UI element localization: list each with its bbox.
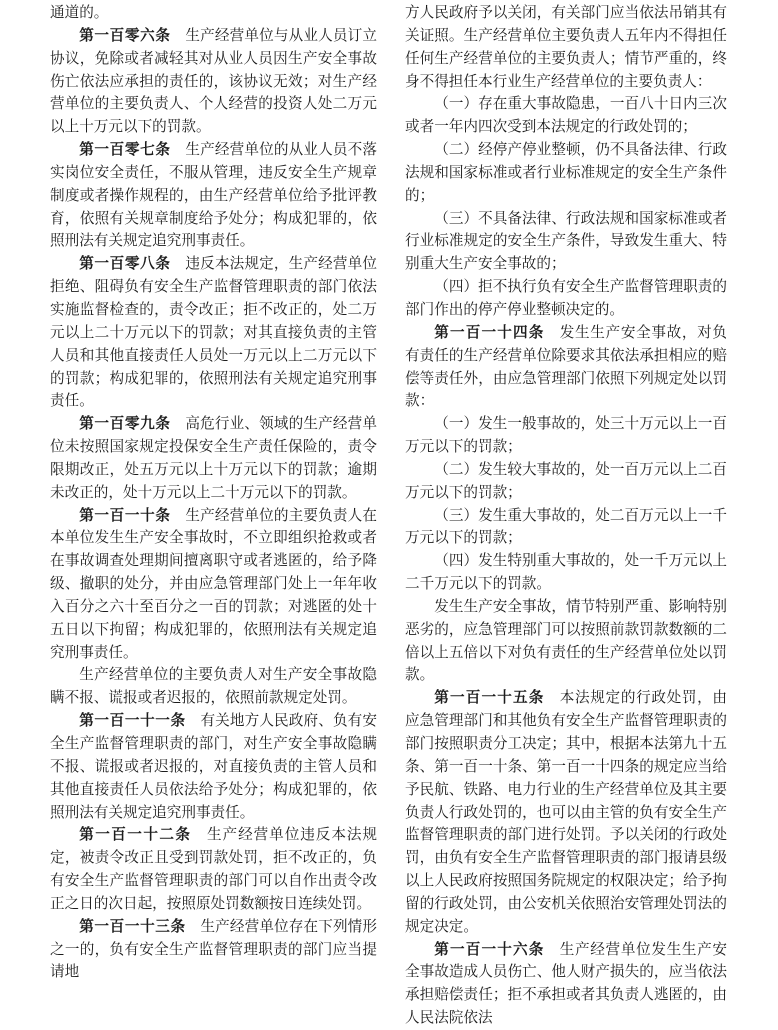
paragraph-text: （三）不具备法律、行政法规和国家标准或者行业标准规定的安全生产条件，导致发生重大、特别重大生产安全事故的； bbox=[405, 209, 727, 273]
paragraph-text: 高危行业、领域的生产经营单位未按照国家规定投保安全生产责任保险的，责令限期改正，处五万元以上十万元以下的罚款；逾期未改正的，处十万元以上二十万元以下的罚款。 bbox=[50, 415, 377, 501]
left-column bbox=[50, 2, 377, 984]
paragraph bbox=[50, 505, 377, 665]
paragraph-text: 有关地方人民政府、负有安全生产监督管理职责的部门，对生产安全事故隐瞒不报、谎报或者迟报的，对直接负责的主管人员和其他直接责任人员依法给予处分；构成犯罪的，依照刑法有关规定追究刑事责任。 bbox=[50, 712, 377, 821]
article-number: 第一百一十五条 bbox=[434, 689, 545, 707]
paragraph bbox=[405, 93, 727, 139]
paragraph-text: （三）发生重大事故的，处二百万元以上一千万元以下的罚款； bbox=[405, 506, 727, 547]
paragraph bbox=[405, 2, 727, 93]
paragraph bbox=[50, 25, 377, 139]
article-number: 第一百零八条 bbox=[79, 255, 171, 273]
paragraph bbox=[405, 276, 727, 322]
paragraph-text: （二）经停产停业整顿，仍不具备法律、行政法规和国家标准或者行业标准规定的安全生产条件的； bbox=[405, 141, 727, 204]
article-number: 第一百一十六条 bbox=[434, 940, 545, 958]
paragraph bbox=[50, 253, 377, 413]
paragraph bbox=[50, 824, 377, 915]
paragraph bbox=[405, 459, 727, 505]
paragraph bbox=[405, 939, 727, 1030]
paragraph bbox=[50, 413, 377, 504]
paragraph bbox=[405, 413, 727, 459]
article-number: 第一百一十二条 bbox=[79, 826, 192, 844]
paragraph-text: 发生生产安全事故，对负有责任的生产经营单位除要求其依法承担相应的赔偿等责任外，由应急管理部门依照下列规定处以罚款： bbox=[405, 323, 727, 410]
paragraph-text: 生产经营单位存在下列情形之一的，负有安全生产监督管理职责的部门应当提请地 bbox=[50, 917, 377, 981]
right-column bbox=[405, 2, 727, 1030]
paragraph bbox=[50, 710, 377, 824]
paragraph-text: （一）存在重大事故隐患，一百八十日内三次或者一年内四次受到本法规定的行政处罚的； bbox=[405, 95, 727, 136]
paragraph bbox=[405, 596, 727, 687]
paragraph-text: 方人民政府予以关闭，有关部门应当依法吊销其有关证照。生产经营单位主要负责人五年内不得担任任何生产经营单位的主要负责人；情节严重的，终身不得担任本行业生产经营单位的主要负责人： bbox=[405, 4, 727, 90]
article-number: 第一百一十三条 bbox=[79, 917, 186, 935]
article-number: 第一百一十一条 bbox=[79, 712, 186, 730]
paragraph-text: 本法规定的行政处罚，由应急管理部门和其他负有安全生产监督管理职责的部门按照职责分工决定；其中，根据本法第九十五条、第一百一十条、第一百一十四条的规定应当给予民航、铁路、电力行业的生产经营单位及其主要负责人行政处罚的，也可以由主管的负有安全生产监督管理职责的部门进行处罚。予以关闭的行政处罚，由负有安全生产监督管理职责的部门报请县级以上人民政府按照国务院规定的权限决定；给予拘留的行政处罚，由公安机关依照治安管理处罚法的规定决定。 bbox=[405, 689, 727, 935]
paragraph bbox=[50, 139, 377, 253]
paragraph-text: 生产经营单位违反本法规定，被责令改正且受到罚款处罚，拒不改正的，负有安全生产监督管理职责的部门可以自作出责令改正之日的次日起，按照原处罚数额按日连续处罚。 bbox=[50, 826, 377, 912]
article-number: 第一百一十条 bbox=[79, 506, 171, 524]
paragraph bbox=[405, 550, 727, 596]
paragraph-text: （二）发生较大事故的，处一百万元以上二百万元以下的罚款； bbox=[405, 460, 727, 501]
paragraph-text: 生产经营单位的从业人员不落实岗位安全责任，不服从管理，违反安全生产规章制度或者操作规程的，由生产经营单位给予批评教育，依照有关规章制度给予处分；构成犯罪的，依照刑法有关规定追究刑事责任。 bbox=[50, 141, 377, 250]
paragraph-text: 生产经营单位与从业人员订立协议，免除或者减轻其对从业人员因生产安全事故伤亡依法应承担的责任的，该协议无效；对生产经营单位的主要负责人、个人经营的投资人处二万元以上十万元以下的罚款。 bbox=[50, 26, 377, 136]
paragraph-text: 发生生产安全事故，情节特别严重、影响特别恶劣的，应急管理部门可以按照前款罚款数额的二倍以上五倍以下对负有责任的生产经营单位处以罚款。 bbox=[405, 597, 727, 684]
paragraph-text: （四）拒不执行负有安全生产监督管理职责的部门作出的停产停业整顿决定的。 bbox=[405, 278, 727, 318]
paragraph bbox=[405, 139, 727, 208]
paragraph-text: （一）发生一般事故的，处三十万元以上一百万元以下的罚款； bbox=[405, 415, 727, 456]
paragraph bbox=[405, 505, 727, 551]
paragraph bbox=[405, 687, 727, 938]
article-number: 第一百零七条 bbox=[79, 141, 171, 159]
article-number: 第一百一十四条 bbox=[434, 323, 545, 341]
article-number: 第一百零九条 bbox=[79, 415, 171, 433]
paragraph-text: 通道的。 bbox=[50, 4, 109, 21]
article-number: 第一百零六条 bbox=[79, 26, 171, 44]
paragraph-text: （四）发生特别重大事故的，处一千万元以上二千万元以下的罚款。 bbox=[405, 552, 727, 593]
paragraph bbox=[405, 208, 727, 277]
paragraph-text: 违反本法规定，生产经营单位拒绝、阻碍负有安全生产监督管理职责的部门依法实施监督检查的，责令改正；拒不改正的，处二万元以上二十万元以下的罚款；对其直接负责的主管人员和其他直接责任人员处一万元以上二万元以下的罚款；构成犯罪的，依照刑法有关规定追究刑事责任。 bbox=[50, 255, 377, 410]
paragraph bbox=[50, 916, 377, 985]
paragraph bbox=[50, 664, 377, 710]
paragraph bbox=[405, 322, 727, 413]
paragraph-text: 生产经营单位的主要负责人在本单位发生生产安全事故时，不立即组织抢救或者在事故调查处理期间擅离职守或者逃匿的，给予降级、撤职的处分，并由应急管理部门处上一年年收入百分之六十至百分之一百的罚款；对逃匿的处十五日以下拘留；构成犯罪的，依照刑法有关规定追究刑事责任。 bbox=[50, 506, 377, 661]
paragraph bbox=[50, 2, 377, 25]
paragraph-text: 生产经营单位的主要负责人对生产安全事故隐瞒不报、谎报或者迟报的，依照前款规定处罚。 bbox=[50, 666, 377, 707]
paragraph-text: 生产经营单位发生生产安全事故造成人员伤亡、他人财产损失的，应当依法承担赔偿责任；拒不承担或者其负责人逃匿的，由人民法院依法 bbox=[405, 940, 727, 1027]
